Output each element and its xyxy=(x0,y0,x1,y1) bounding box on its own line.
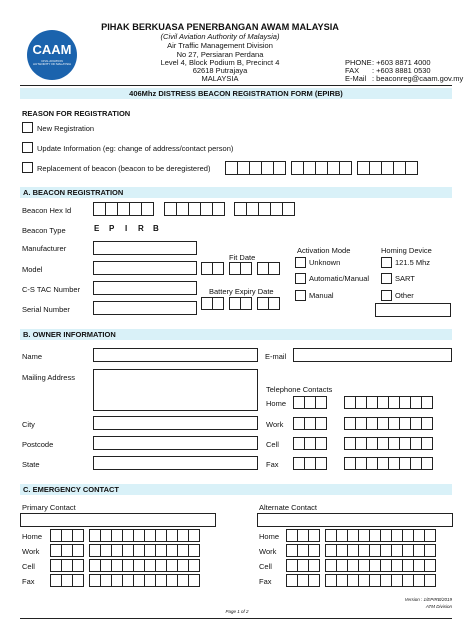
entry-cell[interactable] xyxy=(339,161,352,175)
battery-expiry-cells[interactable] xyxy=(201,297,279,310)
entry-cell[interactable] xyxy=(308,529,320,542)
tac-number-label: C-S TAC Number xyxy=(22,285,81,294)
entry-cell[interactable] xyxy=(421,396,433,409)
update-information-checkbox[interactable] xyxy=(22,142,33,153)
serial-number-label: Serial Number xyxy=(22,305,70,314)
activation-mode-heading: Activation Mode xyxy=(297,246,351,255)
beacon-hex-cells[interactable] xyxy=(164,202,224,216)
owner-cell-phone-cells[interactable] xyxy=(293,437,326,450)
alternate-cell-phone-cells[interactable] xyxy=(286,559,435,572)
telephone-contacts-heading: Telephone Contacts xyxy=(266,385,333,394)
owner-fax-label: Fax xyxy=(266,460,279,469)
entry-cell[interactable] xyxy=(268,297,280,310)
address-line: Level 4, Block Podium B, Precinct 4 xyxy=(160,58,280,67)
entry-cell[interactable] xyxy=(308,574,320,587)
tac-number-field[interactable] xyxy=(93,281,197,295)
entry-cell[interactable] xyxy=(141,202,154,216)
alternate-fax-cells[interactable] xyxy=(286,574,435,587)
contact-value: : +603 8881 0530 xyxy=(372,66,431,75)
owner-name-label: Name xyxy=(22,352,43,361)
entry-cell[interactable] xyxy=(72,559,84,572)
entry-cell[interactable] xyxy=(212,202,225,216)
owner-work-phone-cells[interactable] xyxy=(344,417,432,430)
primary-fax-label: Fax xyxy=(22,577,35,586)
entry-cell[interactable] xyxy=(421,417,433,430)
primary-home-label: Home xyxy=(22,532,43,541)
postcode-label: Postcode xyxy=(22,440,54,449)
form-title: 406Mhz DISTRESS BEACON REGISTRATION FORM (EPIRB) xyxy=(129,89,343,98)
entry-cell[interactable] xyxy=(282,202,295,216)
contact-label: FAX xyxy=(345,66,360,75)
alternate-home-phone-cells[interactable] xyxy=(286,529,435,542)
beacon-type-letters xyxy=(94,224,174,234)
homing-other-field[interactable] xyxy=(375,303,451,317)
beacon-type-letter: R xyxy=(138,224,144,233)
contact-value: : beaconreg@caam.gov.my xyxy=(372,74,464,83)
battery-expiry-label: Battery Expiry Date xyxy=(209,287,274,296)
entry-cell[interactable] xyxy=(315,396,327,409)
entry-cell[interactable] xyxy=(421,457,433,470)
model-label: Model xyxy=(22,265,43,274)
alternate-contact-field[interactable] xyxy=(257,513,453,527)
activation-manual-checkbox[interactable] xyxy=(295,290,306,301)
state-label: State xyxy=(22,460,40,469)
primary-home-phone-cells[interactable] xyxy=(50,529,199,542)
address-line: No 27, Persiaran Perdana xyxy=(176,50,264,59)
entry-cell[interactable] xyxy=(424,544,436,557)
caam-logo xyxy=(27,30,77,80)
entry-cell[interactable] xyxy=(424,574,436,587)
beacon-type-letter: E xyxy=(94,224,100,233)
city-field[interactable] xyxy=(93,416,258,430)
section-c-bar xyxy=(20,484,452,495)
homing-sart-checkbox[interactable] xyxy=(381,273,392,284)
alternate-work-label: Work xyxy=(259,547,277,556)
owner-home-label: Home xyxy=(266,399,287,408)
entry-cell[interactable] xyxy=(315,457,327,470)
entry-cell[interactable] xyxy=(308,559,320,572)
owner-home-phone-cells[interactable] xyxy=(344,396,432,409)
entry-cell[interactable] xyxy=(188,529,200,542)
beacon-hex-cells[interactable] xyxy=(234,202,294,216)
section-a-heading: A. BEACON REGISTRATION xyxy=(23,188,124,197)
entry-cell[interactable] xyxy=(188,574,200,587)
new-registration-label: New Registration xyxy=(37,124,95,133)
entry-cell[interactable] xyxy=(424,559,436,572)
fit-date-cells[interactable] xyxy=(201,262,279,275)
owner-fax-cells[interactable] xyxy=(344,457,432,470)
manufacturer-field[interactable] xyxy=(93,241,197,255)
org-title: PIHAK BERKUASA PENERBANGAN AWAM MALAYSIA xyxy=(101,22,339,32)
mailing-address-label: Mailing Address xyxy=(22,373,75,382)
serial-number-field[interactable] xyxy=(93,301,197,315)
primary-contact-label: Primary Contact xyxy=(22,503,76,512)
entry-cell[interactable] xyxy=(188,544,200,557)
beacon-type-letter: P xyxy=(109,224,115,233)
entry-cell[interactable] xyxy=(268,262,280,275)
model-field[interactable] xyxy=(93,261,197,275)
owner-name-field[interactable] xyxy=(93,348,258,362)
org-subtitle: (Civil Aviation Authority of Malaysia) xyxy=(160,32,280,41)
activation-automatic-label: Automatic/Manual xyxy=(309,274,370,283)
entry-cell[interactable] xyxy=(240,297,252,310)
address-line: MALAYSIA xyxy=(201,74,239,83)
alternate-fax-label: Fax xyxy=(259,577,272,586)
entry-cell[interactable] xyxy=(273,161,286,175)
section-a-bar xyxy=(20,187,452,198)
new-registration-checkbox[interactable] xyxy=(22,122,33,133)
entry-cell[interactable] xyxy=(421,437,433,450)
section-c-heading: C. EMERGENCY CONTACT xyxy=(23,485,119,494)
alternate-contact-label: Alternate Contact xyxy=(259,503,317,512)
entry-cell[interactable] xyxy=(315,437,327,450)
homing-other-checkbox[interactable] xyxy=(381,290,392,301)
primary-work-phone-cells[interactable] xyxy=(50,544,199,557)
primary-work-label: Work xyxy=(22,547,40,556)
city-label: City xyxy=(22,420,35,429)
owner-email-label: E-mail xyxy=(265,352,287,361)
old-beacon-hex-cells[interactable] xyxy=(225,161,417,175)
mailing-address-field[interactable] xyxy=(93,369,258,411)
entry-cell[interactable] xyxy=(308,544,320,557)
homing-other-label: Other xyxy=(395,291,414,300)
contact-label: E-Mail xyxy=(345,74,367,83)
division-text: ATM Division xyxy=(425,604,452,609)
beacon-hex-cells[interactable] xyxy=(93,202,153,216)
page-number: Page 1 of 2 xyxy=(225,609,249,614)
entry-cell[interactable] xyxy=(188,559,200,572)
logo-subtext: CIVIL AVIATION AUTHORITY OF MALAYSIA xyxy=(33,60,71,65)
replacement-label: Replacement of beacon (beacon to be deregistered) xyxy=(37,164,211,173)
section-b-heading: B. OWNER INFORMATION xyxy=(23,330,116,339)
address-line: 62618 Putrajaya xyxy=(192,66,248,75)
entry-cell[interactable] xyxy=(72,529,84,542)
homing-sart-label: SART xyxy=(395,274,415,283)
homing-121-checkbox[interactable] xyxy=(381,257,392,268)
owner-work-phone-cells[interactable] xyxy=(293,417,326,430)
activation-manual-label: Manual xyxy=(309,291,334,300)
owner-cell-label: Cell xyxy=(266,440,279,449)
logo-text: CAAM xyxy=(32,42,72,57)
entry-cell[interactable] xyxy=(405,161,418,175)
beacon-hex-label: Beacon Hex Id xyxy=(22,206,72,215)
address-line: Air Traffic Management Division xyxy=(167,41,273,50)
entry-cell[interactable] xyxy=(240,262,252,275)
activation-unknown-label: Unknown xyxy=(309,258,341,267)
fit-date-label: Fit Date xyxy=(229,253,256,262)
state-field[interactable] xyxy=(93,456,258,470)
beacon-type-letter: I xyxy=(125,224,128,233)
manufacturer-label: Manufacturer xyxy=(22,244,67,253)
alternate-work-phone-cells[interactable] xyxy=(286,544,435,557)
entry-cell[interactable] xyxy=(72,574,84,587)
owner-work-label: Work xyxy=(266,420,284,429)
primary-cell-phone-cells[interactable] xyxy=(50,559,199,572)
owner-email-field[interactable] xyxy=(293,348,452,362)
entry-cell[interactable] xyxy=(72,544,84,557)
alternate-cell-label: Cell xyxy=(259,562,272,571)
homing-121-label: 121.5 Mhz xyxy=(395,258,431,267)
owner-cell-phone-cells[interactable] xyxy=(344,437,432,450)
entry-cell[interactable] xyxy=(212,262,224,275)
entry-cell[interactable] xyxy=(424,529,436,542)
reason-heading: REASON FOR REGISTRATION xyxy=(22,109,131,118)
owner-home-phone-cells[interactable] xyxy=(293,396,326,409)
header-divider xyxy=(20,85,452,86)
alternate-home-label: Home xyxy=(259,532,280,541)
beacon-type-letter: B xyxy=(153,224,159,233)
footer-divider xyxy=(20,618,452,619)
contact-label: PHONE xyxy=(345,58,372,67)
entry-cell[interactable] xyxy=(315,417,327,430)
version-text: Version : 1/EPIRB/2019 xyxy=(404,597,452,602)
activation-automatic-checkbox[interactable] xyxy=(295,273,306,284)
update-information-label: Update Information (eg: change of address/contact person) xyxy=(37,144,234,153)
primary-contact-field[interactable] xyxy=(20,513,216,527)
activation-unknown-checkbox[interactable] xyxy=(295,257,306,268)
beacon-type-label: Beacon Type xyxy=(22,226,66,235)
owner-fax-cells[interactable] xyxy=(293,457,326,470)
postcode-field[interactable] xyxy=(93,436,258,450)
section-b-bar xyxy=(20,329,452,340)
primary-fax-cells[interactable] xyxy=(50,574,199,587)
replacement-checkbox[interactable] xyxy=(22,162,33,173)
homing-device-heading: Homing Device xyxy=(381,246,432,255)
primary-cell-label: Cell xyxy=(22,562,35,571)
entry-cell[interactable] xyxy=(212,297,224,310)
contact-value: : +603 8871 4000 xyxy=(372,58,431,67)
